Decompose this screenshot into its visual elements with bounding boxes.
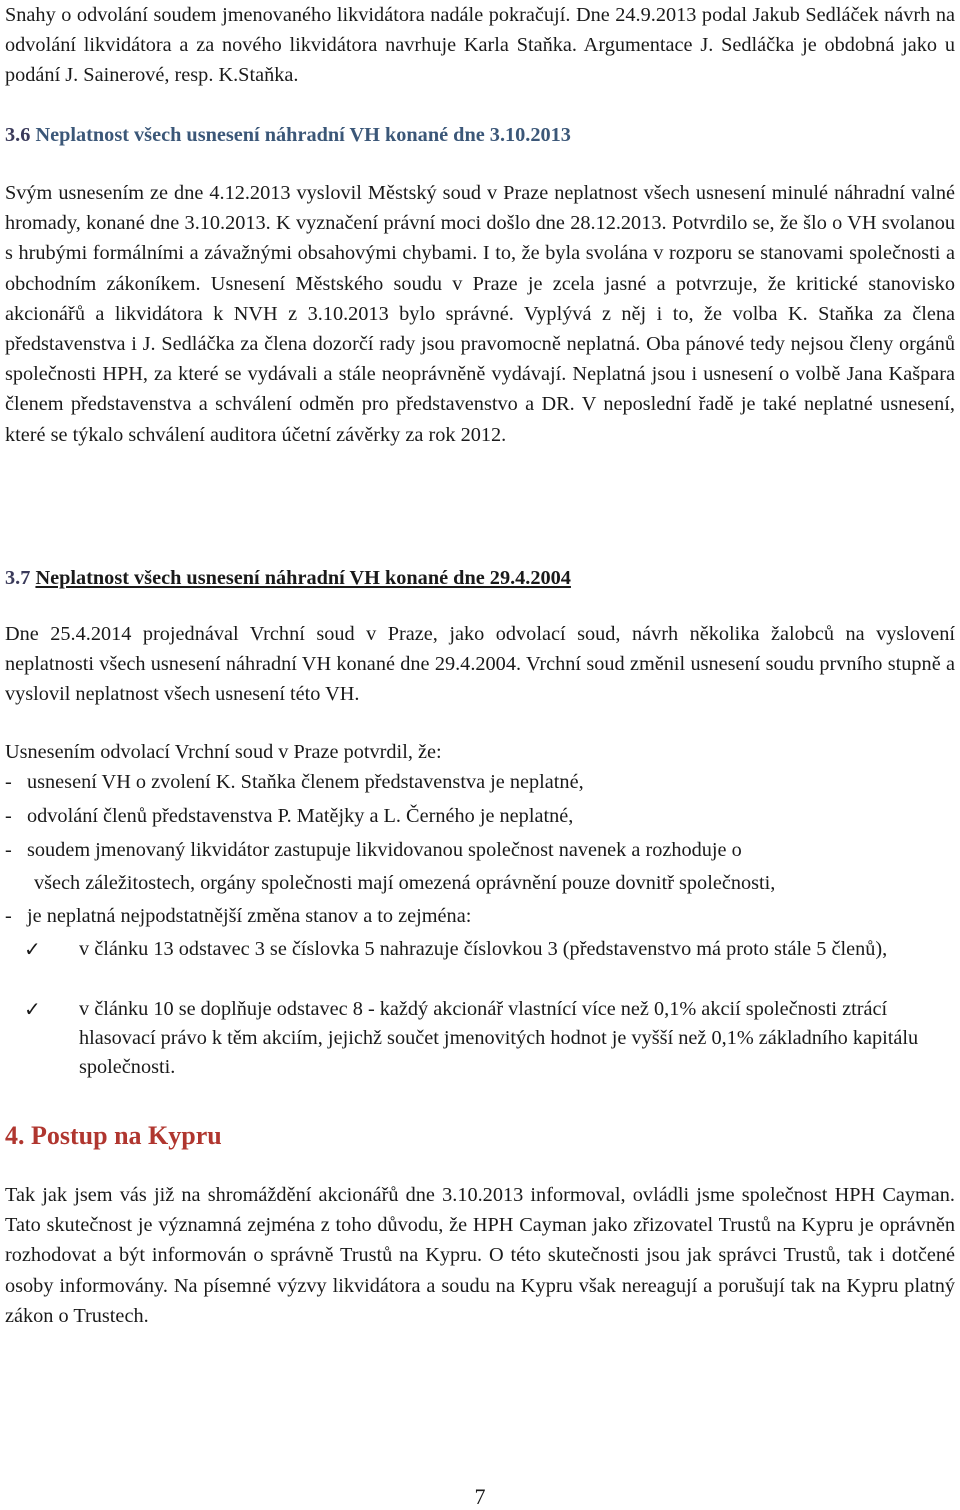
heading-3-6: [5, 120, 571, 150]
heading-number: 3.7: [5, 567, 31, 589]
dash-marker: -: [5, 805, 12, 827]
list-intro: Usnesením odvolací Vrchní soud v Praze potvrdil, že:: [5, 741, 442, 763]
heading-title: Neplatnost všech usnesení náhradní VH konané dne 29.4.2004: [35, 567, 571, 589]
paragraph-cyprus: Tak jak jsem vás již na shromáždění akcionářů dne 3.10.2013 informoval, ovládli jsme společnost HPH Cayman. Tato skutečnost je významná zejména z toho důvodu, že HPH Cayman jako zřizovatel Trustů na Kypru je oprávněn rozhodovat a být informován o správně Trustů na Kypru. O této skutečnosti jsou jak správci Trustů, tak i dotčené osoby informovány. Na písemné výzvy likvidátora a soudu na Kypru však nereagují a porušují tak na Kypru platný zákon o Trustech.: [5, 1184, 955, 1327]
list-item: [5, 766, 955, 798]
list-item-text: usnesení VH o zvolení K. Staňka členem představenstva je neplatné,: [27, 771, 584, 793]
heading-title: Postup na Kypru: [31, 1121, 222, 1150]
list-item-text: soudem jmenovaný likvidátor zastupuje likvidovanou společnost navenek a rozhoduje o: [27, 839, 742, 861]
checklist-item: [24, 995, 944, 1082]
list-item: [5, 900, 955, 932]
dash-marker: -: [5, 839, 12, 861]
dash-marker: -: [5, 771, 12, 793]
heading-4: [5, 1119, 222, 1153]
checklist-item: [24, 935, 944, 964]
page-number: 7: [474, 1484, 486, 1509]
heading-number: 4.: [5, 1121, 25, 1150]
paragraph-liquidator-appeals: Snahy o odvolání soudem jmenovaného likvidátora nadále pokračují. Dne 24.9.2013 podal Jakub Sedláček návrh na odvolání likvidátora a za nového likvidátora navrhuje Karla Staňka. Argumentace J. Sedláčka je obdobná jako u podání J. Sainerové, resp. K.Staňka.: [5, 4, 955, 87]
list-item: [5, 800, 955, 832]
checklist-item-text: v článku 10 se doplňuje odstavec 8 - každý akcionář vlastnící více než 0,1% akcií společnosti ztrácí hlasovací právo k těm akciím, jejichž součet jmenovitých hodnot je vyšší než 0,1% základního kapitálu společnosti.: [79, 998, 919, 1078]
paragraph-high-court-2014: Dne 25.4.2014 projednával Vrchní soud v Praze, jako odvolací soud, návrh několika žalobců na vyslovení neplatnosti všech usnesení náhradní VH konané dne 29.4.2004. Vrchní soud změnil usnesení soudu prvního stupně a vyslovil neplatnost všech usnesení této VH.: [5, 623, 955, 706]
list-item-text: je neplatná nejpodstatnější změna stanov a to zejména:: [27, 905, 472, 927]
list-item-continuation: všech záležitostech, orgány společnosti mají omezená oprávnění pouze dovnitř společnosti,: [34, 872, 776, 894]
heading-title: Neplatnost všech usnesení náhradní VH konané dne 3.10.2013: [35, 124, 571, 146]
list-item: [5, 834, 955, 866]
checkmark-icon: ✓: [24, 937, 41, 961]
paragraph-court-ruling-2013: Svým usnesením ze dne 4.12.2013 vyslovil Městský soud v Praze neplatnost všech usnesení minulé náhradní valné hromady, konané dne 3.10.2013. K vyznačení právní moci došlo dne 28.12.2013. Potvrdilo se, že šlo o VH svolanou s hrubými formálními a závažnými obsahovými chybami. I to, že byla svolána v rozporu se stanovami společnosti a obchodním zákoníkem. Usnesení Městského soudu v Praze je zcela jasné a potvrzuje, že kritické stanovisko akcionářů a likvidátora k NVH z 3.10.2013 bylo správné. Vyplývá z něj i to, že volba K. Staňka za člena představenstva i J. Sedláčka za člena dozorčí rady jsou pravomocně neplatná. Oba pánové tedy nejsou členy orgánů společnosti HPH, za které se vydávali a stále neoprávněně vydávají. Neplatná jsou i usnesení o volbě Jana Kašpara členem představenstva a schválení odměn pro představenstvo a DR. V neposlední řadě je také neplatné usnesení, které se týkalo schválení auditora účetní závěrky za rok 2012.: [5, 182, 955, 446]
checkmark-icon: ✓: [24, 997, 41, 1021]
heading-3-7: [5, 563, 571, 593]
checklist-item-text: v článku 13 odstavec 3 se číslovka 5 nahrazuje číslovkou 3 (představenstvo má proto stále 5 členů),: [79, 938, 888, 960]
heading-number: 3.6: [5, 124, 31, 146]
dash-marker: -: [5, 905, 12, 927]
list-item-text: odvolání členů představenstva P. Matějky a L. Černého je neplatné,: [27, 805, 574, 827]
